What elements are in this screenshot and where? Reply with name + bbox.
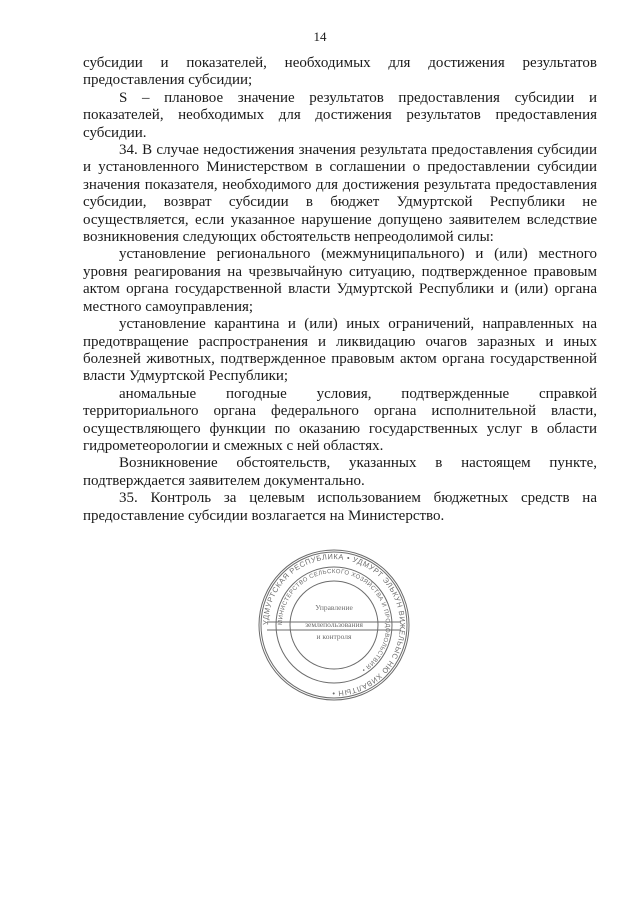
paragraph: установление карантина и (или) иных ограничений, направленных на предотвращение распространения и ликвидацию очагов заразных и иных болезней животных, подтвержденное правовым актом органа государственной власти Удмуртской Республики; — [83, 316, 597, 385]
paragraph: субсидии и показателей, необходимых для достижения результатов предоставления субсидии; — [83, 55, 597, 89]
paragraph: Возникновение обстоятельств, указанных в настоящем пункте, подтверждается заявителем документально. — [83, 455, 597, 489]
paragraph: аномальные погодные условия, подтвержденные справкой территориального органа федерального органа исполнительной власти, осуществляющего функции по оказанию государственных услуг в области гидрометеорологии и смежных с ней областях. — [83, 385, 597, 454]
stamp-center-line: и контроля — [316, 632, 352, 641]
stamp-inner-ring-text: МИНИСТЕРСТВО СЕЛЬСКОГО ХОЗЯЙСТВА И ПРОДОВОЛЬСТВИЯ • — [277, 568, 391, 673]
official-stamp — [257, 548, 411, 702]
paragraph: 34. В случае недостижения значения результата предоставления субсидии и установленного Министерством в соглашении о предоставлении субсидии значения показателя, необходимого для достижения результата предоставления субсидии, возврат субсидии в бюджет Удмуртской Республики не осуществляется, если указанное нарушение допущено заявителем вследствие возникновения следующих обстоятельств непреодолимой силы: — [83, 142, 597, 246]
stamp-center-line: Управление — [315, 603, 353, 612]
stamp-center-line: землепользования — [305, 620, 363, 629]
paragraph: 35. Контроль за целевым использованием бюджетных средств на предоставление субсидии возлагается на Министерство. — [83, 490, 597, 524]
stamp-outer-ring-text: УДМУРТСКАЯ РЕСПУБЛИКА • УДМУРТ ЭЛЬКУН ВИЖЕЛЬЫС НЮ ХИВАЛТЫН • — [260, 551, 408, 699]
paragraph: установление регионального (межмуниципального) и (или) местного уровня реагирования на чрезвычайную ситуацию, подтвержденное правовым актом органа государственной власти Удмуртской Республики и (или) органа местного самоуправления; — [83, 246, 597, 315]
paragraph: S – плановое значение результатов предоставления субсидии и показателей, необходимых для достижения результатов предоставления субсидии. — [83, 89, 597, 141]
document-body — [83, 55, 597, 525]
page-number: 14 — [313, 29, 327, 44]
